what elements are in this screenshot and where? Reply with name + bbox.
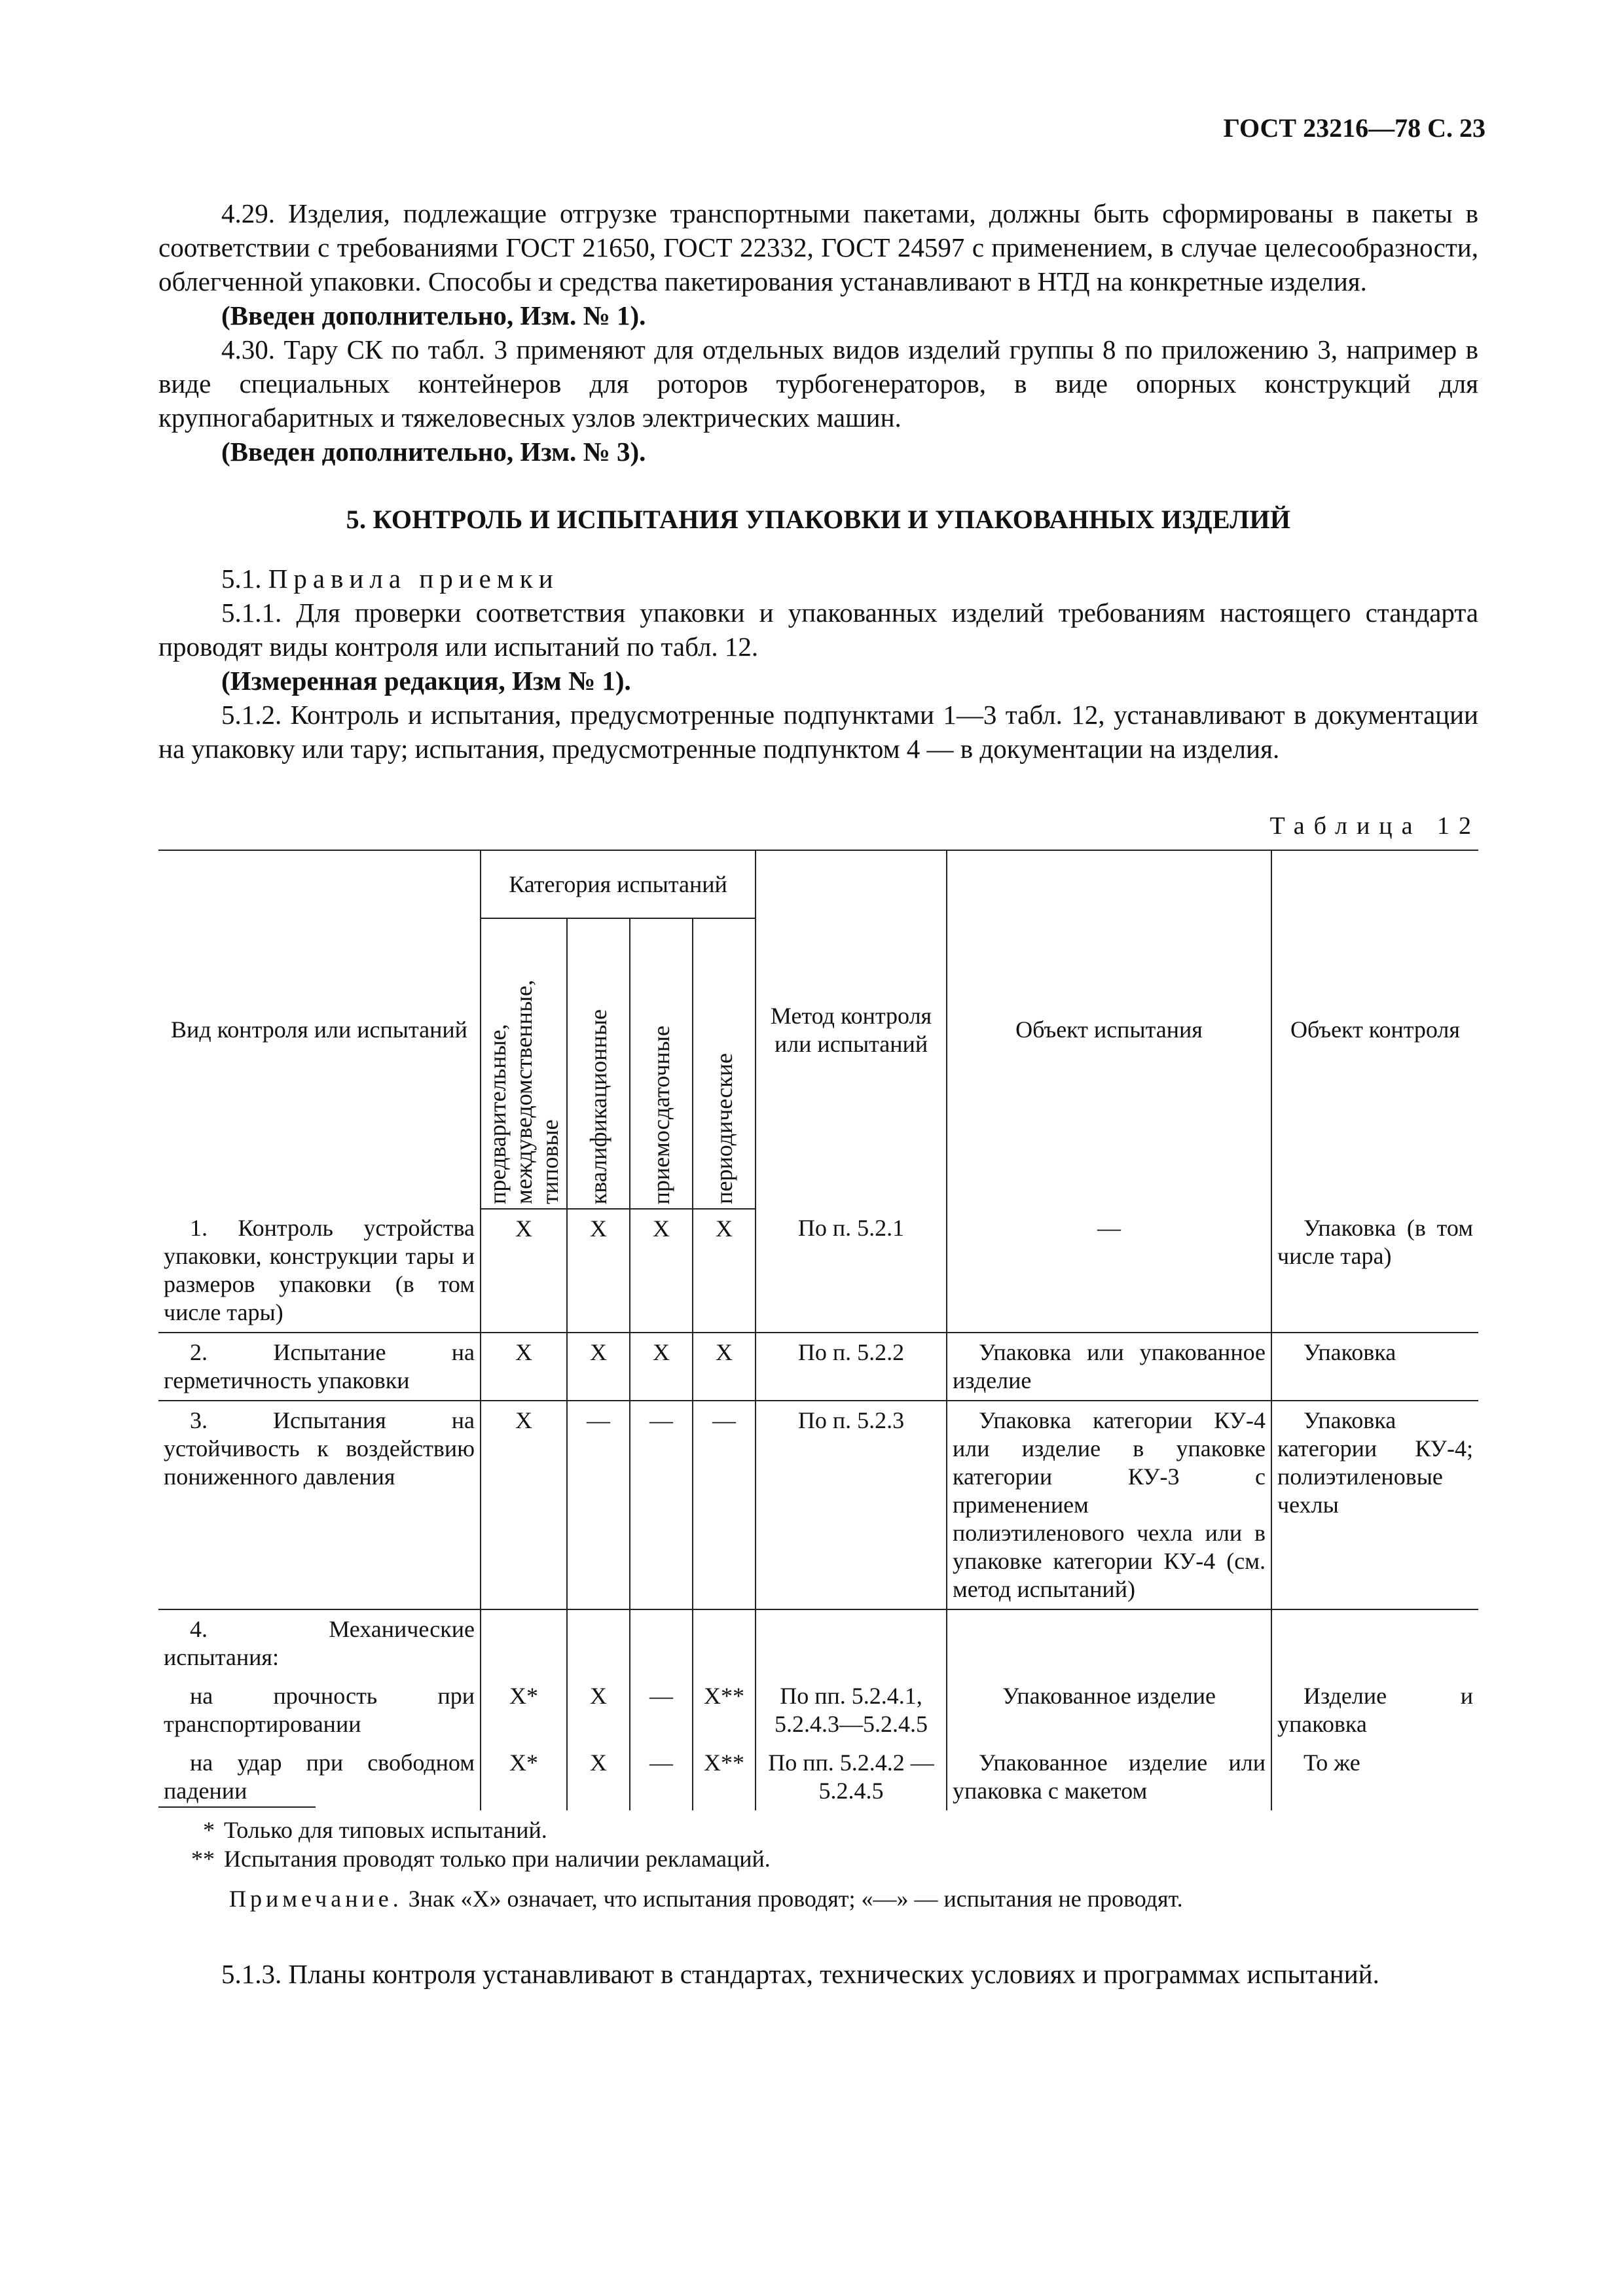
footnote-mark: * xyxy=(203,1817,215,1843)
row-control-object: Изделие и упаковка xyxy=(1271,1677,1478,1744)
row-name: на прочность при транспортировании xyxy=(158,1677,481,1744)
table-row xyxy=(158,1677,1478,1744)
header-method: Метод контроля или испытаний xyxy=(756,850,947,1209)
subsection-number: 5.1. xyxy=(221,564,262,594)
paragraph-5-1-3: 5.1.3. Планы контроля устанавливают в стандартах, технических условиях и программах испытаний. xyxy=(221,1959,1379,1989)
row-cat-4: X** xyxy=(693,1744,756,1810)
footnote xyxy=(158,1844,771,1873)
table-row xyxy=(158,1609,1478,1677)
row-cat-3: X xyxy=(630,1333,693,1401)
table-row xyxy=(158,1401,1478,1609)
row-name: 4. Механические испытания: xyxy=(158,1609,481,1677)
subsection-title: Правила приемки xyxy=(268,564,559,594)
row-test-object: Упаковка категории КУ-4 или изделие в упаковке категории КУ-3 с применением полиэтиленового чехла или в упаковке категории КУ-4 (см. метод испытаний) xyxy=(947,1401,1271,1609)
row-cat-4: X xyxy=(693,1333,756,1401)
table-note xyxy=(229,1885,1183,1912)
row-cat-2: X xyxy=(567,1333,630,1401)
note-text: Знак «X» означает, что испытания проводят; «—» — испытания не проводят. xyxy=(408,1886,1183,1912)
row-control-object: Упаковка xyxy=(1271,1333,1478,1401)
row-cat-4: — xyxy=(693,1401,756,1609)
table-row xyxy=(158,1333,1478,1401)
row-method: По пп. 5.2.4.2 — 5.2.4.5 xyxy=(756,1744,947,1810)
row-test-object: — xyxy=(947,1209,1271,1333)
footnote xyxy=(158,1816,771,1844)
row-method: По п. 5.2.3 xyxy=(756,1401,947,1609)
header-control-object: Объект контроля xyxy=(1271,850,1478,1209)
table-row xyxy=(158,1744,1478,1810)
row-cat-4: X xyxy=(693,1209,756,1333)
row-control-object: То же xyxy=(1271,1744,1478,1810)
row-name: 1. Контроль устройства упаковки, конструкции тары и размеров упаковки (в том числе тары) xyxy=(158,1209,481,1333)
footnote-text: Только для типовых испытаний. xyxy=(224,1817,547,1843)
page-header: ГОСТ 23216—78 С. 23 xyxy=(1223,113,1486,143)
clause-4-block xyxy=(158,196,1478,469)
row-test-object: Упакованное изделие или упаковка с макетом xyxy=(947,1744,1271,1810)
row-method xyxy=(756,1609,947,1677)
footnote-mark: ** xyxy=(191,1846,215,1872)
row-cat-1 xyxy=(481,1609,567,1677)
section-title: 5. КОНТРОЛЬ И ИСПЫТАНИЯ УПАКОВКИ И УПАКОВАННЫХ ИЗДЕЛИЙ xyxy=(346,505,1291,534)
row-cat-2 xyxy=(567,1609,630,1677)
row-name: на удар при свободном падении xyxy=(158,1744,481,1810)
header-cat-acceptance: приемосдаточные xyxy=(630,918,693,1209)
row-name: 2. Испытание на герметичность упаковки xyxy=(158,1333,481,1401)
row-cat-3: — xyxy=(630,1401,693,1609)
header-category: Категория испытаний xyxy=(481,850,756,918)
row-cat-4 xyxy=(693,1609,756,1677)
row-test-object: Упакованное изделие xyxy=(947,1677,1271,1744)
paragraph-4-30: 4.30. Тару СК по табл. 3 применяют для отдельных видов изделий группы 8 по приложению 3, например в виде специальных контейнеров для роторов турбогенераторов, в виде опорных конструкций для крупногабаритных и тяжеловесных узлов электрических машин. xyxy=(158,334,1478,433)
header-control-type: Вид контроля или испытаний xyxy=(158,850,481,1209)
row-cat-1: X* xyxy=(481,1744,567,1810)
header-cat-qualification: квалификационные xyxy=(567,918,630,1209)
footnotes xyxy=(158,1806,771,1873)
row-cat-3: — xyxy=(630,1744,693,1810)
row-name: 3. Испытания на устойчивость к воздействию пониженного давления xyxy=(158,1401,481,1609)
row-cat-2: X xyxy=(567,1744,630,1810)
clause-5-1-block xyxy=(158,562,1478,766)
row-cat-3: — xyxy=(630,1677,693,1744)
row-cat-1: X xyxy=(481,1401,567,1609)
table-label: Таблица 12 xyxy=(1269,812,1480,840)
note-label: Примечание. xyxy=(229,1886,403,1912)
row-cat-3 xyxy=(630,1609,693,1677)
row-control-object xyxy=(1271,1609,1478,1677)
paragraph-5-1-1: 5.1.1. Для проверки соответствия упаковки и упакованных изделий требованиям настоящего стандарта проводят виды контроля или испытаний по табл. 12. xyxy=(158,598,1478,662)
paragraph-4-29: 4.29. Изделия, подлежащие отгрузке транспортными пакетами, должны быть сформированы в пакеты в соответствии с требованиями ГОСТ 21650, ГОСТ 22332, ГОСТ 24597 с применением, в случае целесообразности, облегченной упаковки. Способы и средства пакетирования устанавливают в НТД на конкретные изделия. xyxy=(158,198,1478,296)
table-row xyxy=(158,1209,1478,1333)
amendment-note-1: (Введен дополнительно, Изм. № 1). xyxy=(221,300,646,331)
header-cat-periodic: периодические xyxy=(693,918,756,1209)
header-cat-preliminary: предварительные, междуведомственные, типовые xyxy=(481,918,567,1209)
row-control-object: Упаковка категории КУ-4; полиэтиленовые чехлы xyxy=(1271,1401,1478,1609)
row-cat-1: X* xyxy=(481,1677,567,1744)
subsection-heading xyxy=(158,562,1478,596)
clause-5-1-3 xyxy=(158,1957,1478,1991)
row-test-object: Упаковка или упакованное изделие xyxy=(947,1333,1271,1401)
table-12 xyxy=(158,850,1478,1810)
row-control-object: Упаковка (в том числе тара) xyxy=(1271,1209,1478,1333)
row-cat-1: X xyxy=(481,1333,567,1401)
row-cat-1: X xyxy=(481,1209,567,1333)
row-test-object xyxy=(947,1609,1271,1677)
row-cat-4: X** xyxy=(693,1677,756,1744)
row-method: По п. 5.2.1 xyxy=(756,1209,947,1333)
footnote-divider xyxy=(158,1806,316,1808)
amendment-note-edit: (Измеренная редакция, Изм № 1). xyxy=(221,666,631,696)
paragraph-5-1-2: 5.1.2. Контроль и испытания, предусмотренные подпунктами 1—3 табл. 12, устанавливают в документации на упаковку или тару; испытания, предусмотренные подпунктом 4 — в документации на изделия. xyxy=(158,700,1478,764)
row-cat-2: X xyxy=(567,1209,630,1333)
footnote-text: Испытания проводят только при наличии рекламаций. xyxy=(224,1846,771,1872)
row-method: По п. 5.2.2 xyxy=(756,1333,947,1401)
row-method: По пп. 5.2.4.1, 5.2.4.3—5.2.4.5 xyxy=(756,1677,947,1744)
row-cat-3: X xyxy=(630,1209,693,1333)
amendment-note-3: (Введен дополнительно, Изм. № 3). xyxy=(221,437,646,467)
row-cat-2: — xyxy=(567,1401,630,1609)
row-cat-2: X xyxy=(567,1677,630,1744)
header-test-object: Объект испытания xyxy=(947,850,1271,1209)
